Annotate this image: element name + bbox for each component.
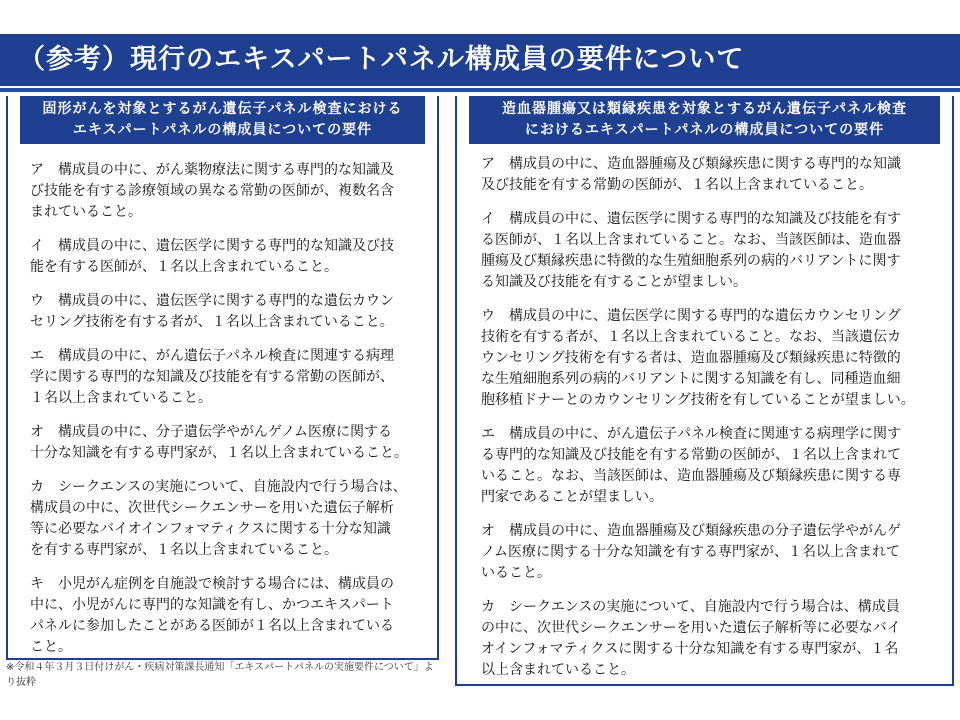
requirement-item: オ 構成員の中に、造血器腫瘍及び類縁疾患の分子遺伝学やがんゲ ノム医療に関する十分な知識を有する専門家が、１名以上含まれて いること。 [481,523,901,581]
page-title: （参考）現行のエキスパートパネル構成員の要件について [18,44,745,75]
hematologic-requirements-list [457,154,952,694]
requirement-item: ア 構成員の中に、がん薬物療法に関する専門的な知識及 び技能を有する診療領域の異なる常勤の医師が、複数名含 まれていること。 [30,162,394,220]
hematologic-panel-header: 造血器腫瘍又は類縁疾患を対象とするがん遺伝子パネル検査 におけるエキスパートパネルの構成員についての要件 [469,96,940,144]
requirement-item: ア 構成員の中に、造血器腫瘍及び類縁疾患に関する専門的な知識 及び技能を有する常勤の医師が、１名以上含まれていること。 [481,156,901,193]
source-footnote: ※令和４年３月３日付けがん・疾病対策課長通知「エキスパートパネルの実施要件について」よ り抜粋 [6,662,434,688]
requirement-item: エ 構成員の中に、がん遺伝子パネル検査に関連する病理学に関す る専門的な知識及び技能を有する常勤の医師が、１名以上含まれて いること。なお、当該医師は、造血器腫瘍及び類縁疾患に関する専 門家であることが望ましい。 [481,426,901,505]
requirement-item: ウ 構成員の中に、遺伝医学に関する専門的な遺伝カウンセリング 技術を有する者が、１名以上含まれていること。なお、当該遺伝カ ウンセリング技術を有する者は、造血器腫瘍及び類縁疾患に特徴的 な生殖細胞系列の病的バリアントに関する知識を有し、同種造血細 胞移植ドナーとのカウンセリング技術を有していることが望ましい。 [481,308,915,408]
title-band [0,34,960,86]
solid-tumor-requirements-list [8,154,437,671]
requirement-item: キ 小児がん症例を自施設で検討する場合には、構成員の 中に、小児がんに専門的な知識を有し、かつエキスパート パネルに参加したことがある医師が１名以上含まれている こと。 [30,576,394,655]
solid-tumor-requirements-panel [6,96,439,660]
requirement-item: イ 構成員の中に、遺伝医学に関する専門的な知識及び技能を有す る医師が、１名以上含まれていること。なお、当該医師は、造血器 腫瘍及び類縁疾患に特徴的な生殖細胞系列の病的バリアントに関す る知識及び技能を有することが望ましい。 [481,211,901,290]
requirement-item: エ 構成員の中に、がん遺伝子パネル検査に関連する病理 学に関する専門的な知識及び技能を有する常勤の医師が、 １名以上含まれていること。 [30,348,394,406]
hematologic-requirements-panel [455,96,954,686]
requirement-item: ウ 構成員の中に、遺伝医学に関する専門的な遺伝カウン セリング技術を有する者が、１名以上含まれていること。 [30,293,394,330]
title-divider [0,88,960,92]
requirement-item: イ 構成員の中に、遺伝医学に関する専門的な知識及び技 能を有する医師が、１名以上含まれていること。 [30,238,394,275]
solid-tumor-panel-header: 固形がんを対象とするがん遺伝子パネル検査における エキスパートパネルの構成員についての要件 [20,96,425,144]
requirement-item: オ 構成員の中に、分子遺伝学やがんゲノム医療に関する 十分な知識を有する専門家が、１名以上含まれていること。 [30,424,408,461]
requirement-item: カ シークエンスの実施について、自施設内で行う場合は、構成員 の中に、次世代シークエンサーを用いた遺伝子解析等に必要なバイ オインフォマティクスに関する十分な知識を有する専門家が、１名 以上含まれていること。 [481,599,901,678]
requirement-item: カ シークエンスの実施について、自施設内で行う場合は、 構成員の中に、次世代シークエンサーを用いた遺伝子解析 等に必要なバイオインフォマティクスに関する十分な知識 を有する専門家が、１名以上含まれていること。 [30,479,407,558]
